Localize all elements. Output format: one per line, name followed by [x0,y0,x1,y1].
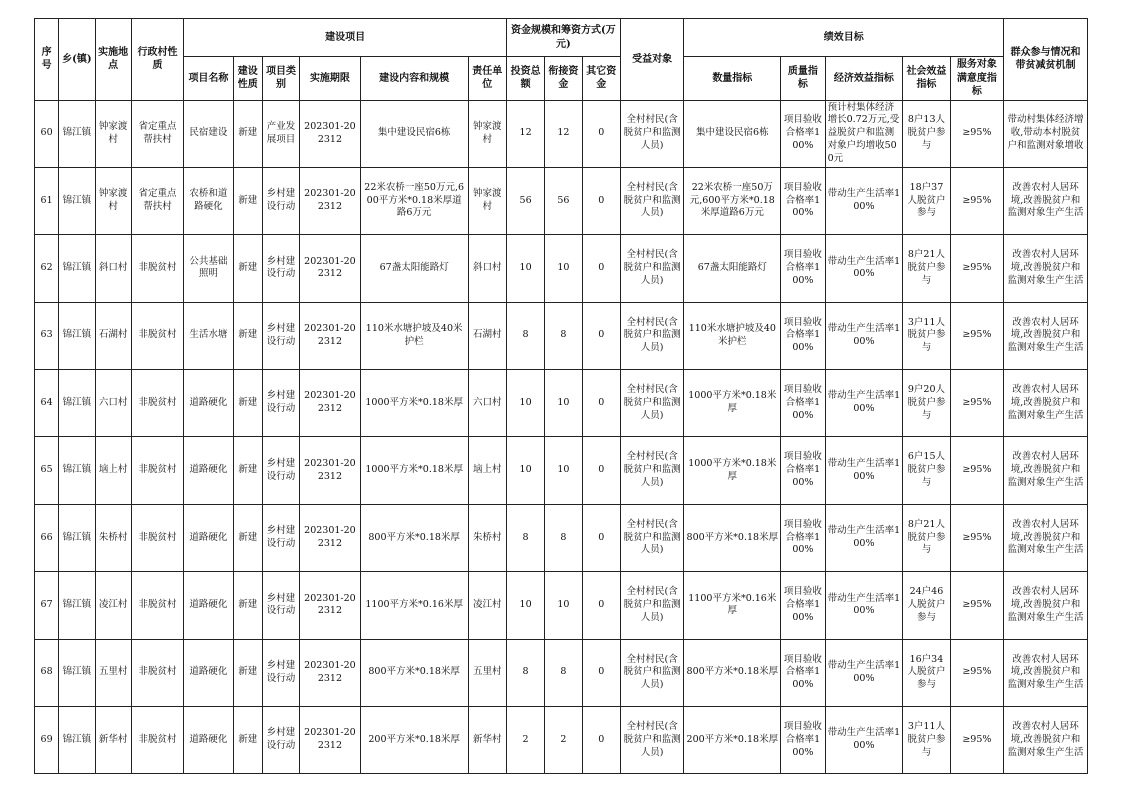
cell-satisfaction: ≥95% [950,370,1003,437]
cell-town: 锦江镇 [59,639,95,706]
cell-period: 202301-202312 [300,707,361,774]
cell-village-nature: 非脱贫村 [131,302,183,369]
cell-mass: 带动村集体经济增收,带动本村脱贫户和监测对象增收 [1004,100,1088,167]
cell-mass: 改善农村人居环境,改善脱贫户和监测对象生产生活 [1004,370,1088,437]
cell-fund-other: 0 [582,437,620,504]
cell-social: 6户15人脱贫户参与 [903,437,950,504]
cell-satisfaction: ≥95% [950,100,1003,167]
cell-satisfaction: ≥95% [950,504,1003,571]
cell-content: 1000平方米*0.18米厚 [360,370,468,437]
cell-village-nature: 非脱贫村 [131,370,183,437]
cell-town: 锦江镇 [59,100,95,167]
cell-fund-other: 0 [582,302,620,369]
cell-unit: 垴上村 [468,437,506,504]
header-unit: 责任单位 [468,57,506,101]
header-project-group: 建设项目 [184,19,507,57]
cell-project-name: 道路硬化 [184,639,233,706]
cell-econ: 带动生产生活率100% [825,639,903,706]
cell-build-nature: 新建 [233,572,262,639]
cell-unit: 凌江村 [468,572,506,639]
cell-location: 钟家渡村 [95,167,131,234]
cell-build-nature: 新建 [233,504,262,571]
cell-econ: 带动生产生活率100% [825,437,903,504]
cell-build-nature: 新建 [233,167,262,234]
cell-location: 朱桥村 [95,504,131,571]
cell-fund-link: 10 [545,437,582,504]
cell-project-name: 道路硬化 [184,707,233,774]
cell-mass: 改善农村人居环境,改善脱贫户和监测对象生产生活 [1004,707,1088,774]
cell-social: 18户37人脱贫户参与 [903,167,950,234]
cell-location: 凌江村 [95,572,131,639]
cell-location: 五里村 [95,639,131,706]
header-econ: 经济效益指标 [825,57,903,101]
cell-content: 22米农桥一座50万元,600平方米*0.18米厚道路6万元 [360,167,468,234]
cell-town: 锦江镇 [59,437,95,504]
cell-seq: 64 [35,370,59,437]
cell-econ: 带动生产生活率100% [825,235,903,302]
cell-location: 新华村 [95,707,131,774]
cell-fund-other: 0 [582,707,620,774]
cell-location: 六口村 [95,370,131,437]
cell-mass: 改善农村人居环境,改善脱贫户和监测对象生产生活 [1004,639,1088,706]
cell-period: 202301-202312 [300,504,361,571]
cell-unit: 斜口村 [468,235,506,302]
cell-fund-other: 0 [582,100,620,167]
cell-seq: 63 [35,302,59,369]
cell-social: 3户11人脱贫户参与 [903,302,950,369]
header-beneficiary: 受益对象 [620,19,684,101]
cell-social: 16户34人脱贫户参与 [903,639,950,706]
cell-seq: 66 [35,504,59,571]
cell-satisfaction: ≥95% [950,235,1003,302]
cell-satisfaction: ≥95% [950,302,1003,369]
cell-content: 800平方米*0.18米厚 [360,504,468,571]
cell-period: 202301-202312 [300,235,361,302]
cell-village-nature: 非脱贫村 [131,437,183,504]
cell-fund-other: 0 [582,572,620,639]
cell-content: 110米水塘护坡及40米护栏 [360,302,468,369]
cell-beneficiary: 全村村民(含脱贫户和监测人员) [620,504,684,571]
header-social: 社会效益指标 [903,57,950,101]
header-fund-link: 衔接资金 [545,57,582,101]
table-row [35,167,1088,234]
cell-econ: 预计村集体经济增长0.72万元,受益脱贫户和监测对象户均增收500元 [825,100,903,167]
cell-project-name: 生活水塘 [184,302,233,369]
cell-content: 1000平方米*0.18米厚 [360,437,468,504]
project-table [34,18,1088,774]
cell-quality: 项目验收合格率100% [781,572,825,639]
cell-fund-total: 8 [506,302,544,369]
header-village-nature: 行政村性质 [131,19,183,101]
cell-satisfaction: ≥95% [950,437,1003,504]
cell-project-type: 乡村建设行动 [262,370,299,437]
cell-social: 9户20人脱贫户参与 [903,370,950,437]
cell-mass: 改善农村人居环境,改善脱贫户和监测对象生产生活 [1004,437,1088,504]
table-row [35,707,1088,774]
cell-fund-link: 10 [545,572,582,639]
cell-satisfaction: ≥95% [950,167,1003,234]
cell-seq: 69 [35,707,59,774]
cell-village-nature: 非脱贫村 [131,572,183,639]
cell-unit: 新华村 [468,707,506,774]
cell-project-name: 道路硬化 [184,504,233,571]
cell-mass: 改善农村人居环境,改善脱贫户和监测对象生产生活 [1004,302,1088,369]
cell-content: 67盏太阳能路灯 [360,235,468,302]
cell-econ: 带动生产生活率100% [825,707,903,774]
cell-seq: 61 [35,167,59,234]
cell-village-nature: 省定重点帮扶村 [131,167,183,234]
cell-build-nature: 新建 [233,437,262,504]
cell-town: 锦江镇 [59,504,95,571]
cell-project-type: 产业发展项目 [262,100,299,167]
cell-fund-link: 10 [545,370,582,437]
cell-quality: 项目验收合格率100% [781,100,825,167]
table-header [35,19,1088,101]
cell-beneficiary: 全村村民(含脱贫户和监测人员) [620,370,684,437]
cell-unit: 六口村 [468,370,506,437]
cell-satisfaction: ≥95% [950,639,1003,706]
cell-unit: 石湖村 [468,302,506,369]
cell-fund-total: 10 [506,572,544,639]
cell-qty: 110米水塘护坡及40米护栏 [684,302,781,369]
cell-project-name: 民宿建设 [184,100,233,167]
cell-mass: 改善农村人居环境,改善脱贫户和监测对象生产生活 [1004,235,1088,302]
cell-mass: 改善农村人居环境,改善脱贫户和监测对象生产生活 [1004,572,1088,639]
cell-qty: 200平方米*0.18米厚 [684,707,781,774]
cell-quality: 项目验收合格率100% [781,302,825,369]
cell-fund-link: 12 [545,100,582,167]
cell-content: 200平方米*0.18米厚 [360,707,468,774]
table-row [35,572,1088,639]
cell-beneficiary: 全村村民(含脱贫户和监测人员) [620,167,684,234]
cell-build-nature: 新建 [233,707,262,774]
header-content: 建设内容和规模 [360,57,468,101]
cell-qty: 1100平方米*0.16米厚 [684,572,781,639]
cell-town: 锦江镇 [59,235,95,302]
cell-fund-total: 12 [506,100,544,167]
header-qty: 数量指标 [684,57,781,101]
cell-location: 垴上村 [95,437,131,504]
cell-qty: 800平方米*0.18米厚 [684,639,781,706]
table-row [35,235,1088,302]
cell-mass: 改善农村人居环境,改善脱贫户和监测对象生产生活 [1004,504,1088,571]
cell-town: 锦江镇 [59,707,95,774]
cell-period: 202301-202312 [300,100,361,167]
cell-beneficiary: 全村村民(含脱贫户和监测人员) [620,437,684,504]
cell-build-nature: 新建 [233,302,262,369]
header-seq: 序号 [35,19,59,101]
cell-project-name: 农桥和道路硬化 [184,167,233,234]
cell-seq: 62 [35,235,59,302]
cell-project-name: 道路硬化 [184,370,233,437]
cell-econ: 带动生产生活率100% [825,370,903,437]
cell-project-type: 乡村建设行动 [262,167,299,234]
cell-satisfaction: ≥95% [950,707,1003,774]
cell-qty: 22米农桥一座50万元,600平方米*0.18米厚道路6万元 [684,167,781,234]
cell-town: 锦江镇 [59,370,95,437]
cell-period: 202301-202312 [300,167,361,234]
table-row [35,100,1088,167]
cell-village-nature: 非脱贫村 [131,235,183,302]
cell-qty: 800平方米*0.18米厚 [684,504,781,571]
cell-project-type: 乡村建设行动 [262,437,299,504]
cell-beneficiary: 全村村民(含脱贫户和监测人员) [620,639,684,706]
cell-seq: 67 [35,572,59,639]
cell-project-name: 公共基础照明 [184,235,233,302]
cell-econ: 带动生产生活率100% [825,504,903,571]
cell-project-type: 乡村建设行动 [262,707,299,774]
cell-econ: 带动生产生活率100% [825,572,903,639]
table-body [35,100,1088,774]
cell-fund-total: 10 [506,235,544,302]
cell-project-name: 道路硬化 [184,572,233,639]
cell-quality: 项目验收合格率100% [781,707,825,774]
cell-seq: 60 [35,100,59,167]
cell-build-nature: 新建 [233,639,262,706]
cell-fund-total: 56 [506,167,544,234]
cell-econ: 带动生产生活率100% [825,302,903,369]
cell-fund-total: 2 [506,707,544,774]
cell-fund-total: 8 [506,639,544,706]
cell-beneficiary: 全村村民(含脱贫户和监测人员) [620,707,684,774]
cell-beneficiary: 全村村民(含脱贫户和监测人员) [620,100,684,167]
cell-seq: 65 [35,437,59,504]
cell-content: 集中建设民宿6栋 [360,100,468,167]
header-project-type: 项目类别 [262,57,299,101]
cell-fund-other: 0 [582,370,620,437]
cell-fund-link: 56 [545,167,582,234]
cell-village-nature: 省定重点帮扶村 [131,100,183,167]
cell-project-type: 乡村建设行动 [262,504,299,571]
header-fund-other: 其它资金 [582,57,620,101]
table-row [35,504,1088,571]
cell-period: 202301-202312 [300,302,361,369]
cell-unit: 五里村 [468,639,506,706]
cell-location: 石湖村 [95,302,131,369]
table-row [35,370,1088,437]
header-quality: 质量指标 [781,57,825,101]
cell-seq: 68 [35,639,59,706]
table-row [35,437,1088,504]
cell-build-nature: 新建 [233,100,262,167]
cell-fund-total: 10 [506,437,544,504]
cell-period: 202301-202312 [300,437,361,504]
cell-quality: 项目验收合格率100% [781,370,825,437]
cell-qty: 集中建设民宿6栋 [684,100,781,167]
cell-location: 钟家渡村 [95,100,131,167]
cell-project-type: 乡村建设行动 [262,235,299,302]
cell-period: 202301-202312 [300,639,361,706]
cell-fund-link: 2 [545,707,582,774]
cell-fund-total: 10 [506,370,544,437]
cell-period: 202301-202312 [300,572,361,639]
cell-quality: 项目验收合格率100% [781,504,825,571]
cell-town: 锦江镇 [59,572,95,639]
cell-town: 锦江镇 [59,302,95,369]
cell-fund-other: 0 [582,167,620,234]
header-mass-participation: 群众参与情况和带贫减贫机制 [1004,19,1088,101]
cell-social: 8户21人脱贫户参与 [903,235,950,302]
header-project-name: 项目名称 [184,57,233,101]
cell-build-nature: 新建 [233,235,262,302]
cell-unit: 钟家渡村 [468,167,506,234]
cell-project-type: 乡村建设行动 [262,639,299,706]
cell-quality: 项目验收合格率100% [781,639,825,706]
cell-social: 8户13人脱贫户参与 [903,100,950,167]
cell-social: 3户11人脱贫户参与 [903,707,950,774]
cell-village-nature: 非脱贫村 [131,707,183,774]
header-build-nature: 建设性质 [233,57,262,101]
cell-fund-link: 8 [545,504,582,571]
cell-quality: 项目验收合格率100% [781,235,825,302]
table-row [35,639,1088,706]
cell-fund-link: 8 [545,302,582,369]
cell-project-type: 乡村建设行动 [262,572,299,639]
cell-project-name: 道路硬化 [184,437,233,504]
header-fund-total: 投资总额 [506,57,544,101]
header-period: 实施期限 [300,57,361,101]
cell-village-nature: 非脱贫村 [131,504,183,571]
cell-fund-total: 8 [506,504,544,571]
cell-content: 1100平方米*0.16米厚 [360,572,468,639]
cell-satisfaction: ≥95% [950,572,1003,639]
cell-qty: 67盏太阳能路灯 [684,235,781,302]
cell-social: 24户46人脱贫户参与 [903,572,950,639]
cell-quality: 项目验收合格率100% [781,437,825,504]
header-fund-group: 资金规模和筹资方式(万元) [506,19,620,57]
cell-fund-link: 10 [545,235,582,302]
cell-fund-other: 0 [582,639,620,706]
cell-beneficiary: 全村村民(含脱贫户和监测人员) [620,235,684,302]
header-performance-group: 绩效目标 [684,19,1004,57]
header-satisfaction: 服务对象满意度指标 [950,57,1003,101]
cell-project-type: 乡村建设行动 [262,302,299,369]
cell-unit: 钟家渡村 [468,100,506,167]
cell-beneficiary: 全村村民(含脱贫户和监测人员) [620,302,684,369]
cell-fund-link: 8 [545,639,582,706]
cell-period: 202301-202312 [300,370,361,437]
cell-content: 800平方米*0.18米厚 [360,639,468,706]
cell-social: 8户21人脱贫户参与 [903,504,950,571]
table-row [35,302,1088,369]
cell-qty: 1000平方米*0.18米厚 [684,437,781,504]
cell-econ: 带动生产生活率100% [825,167,903,234]
header-location: 实施地点 [95,19,131,101]
cell-fund-other: 0 [582,235,620,302]
cell-unit: 朱桥村 [468,504,506,571]
cell-beneficiary: 全村村民(含脱贫户和监测人员) [620,572,684,639]
cell-build-nature: 新建 [233,370,262,437]
cell-location: 斜口村 [95,235,131,302]
cell-qty: 1000平方米*0.18米厚 [684,370,781,437]
project-sheet [34,18,1088,774]
cell-quality: 项目验收合格率100% [781,167,825,234]
header-town: 乡(镇) [59,19,95,101]
cell-fund-other: 0 [582,504,620,571]
cell-mass: 改善农村人居环境,改善脱贫户和监测对象生产生活 [1004,167,1088,234]
cell-village-nature: 非脱贫村 [131,639,183,706]
cell-town: 锦江镇 [59,167,95,234]
